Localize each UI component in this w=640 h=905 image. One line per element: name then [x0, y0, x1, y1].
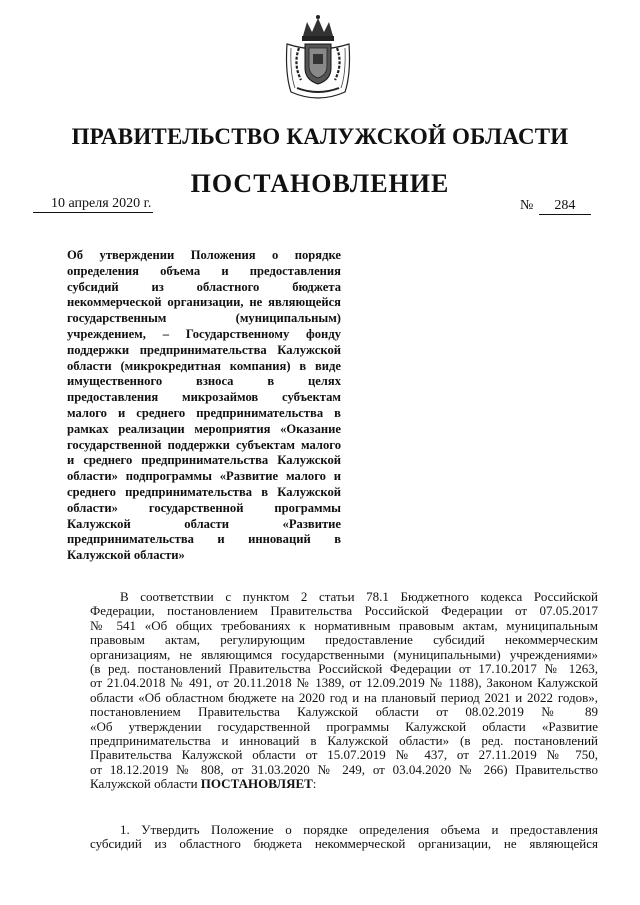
subject-line: предоставления микрозаймов субъектам: [67, 390, 341, 405]
body-line: постановлением Правительства Калужской области от 08.02.2019 № 89: [90, 704, 598, 720]
decree-keyword: ПОСТАНОВЛЯЕТ: [200, 776, 313, 792]
subject-line: предпринимательства и инноваций в: [67, 532, 341, 547]
item-line: субсидий из областного бюджета некоммерческой организации, не являющейся: [90, 836, 598, 852]
body-line-decree: [90, 777, 598, 791]
subject-line: учреждением, – Государственному фонду: [67, 326, 341, 341]
subject-line: области» государственной программы: [67, 500, 341, 515]
body-line: предпринимательства и инноваций в Калужской области» (в ред. постановлений: [90, 733, 598, 749]
item-line: 1. Утвердить Положение о порядке определения объема и предоставления: [120, 822, 598, 837]
document-subject: [67, 248, 341, 564]
subject-line: Калужской области «Развитие: [67, 516, 341, 531]
document-type-title: ПОСТАНОВЛЕНИЕ: [190, 169, 450, 198]
subject-line: определения объема и предоставления: [67, 263, 341, 278]
subject-line: и среднего предпринимательства Калужской: [67, 453, 341, 468]
body-line: Федерации, постановлением Правительства Российской Федерации от 07.05.2017: [90, 603, 598, 619]
coat-of-arms-icon: [281, 14, 355, 102]
document-date: 10 апреля 2020 г.: [33, 196, 153, 213]
subject-line: субсидий из областного бюджета: [67, 279, 341, 294]
subject-line: государственной поддержки субъектам малого: [67, 437, 341, 452]
subject-line: поддержки предпринимательства Калужской: [67, 342, 341, 357]
organization-title: ПРАВИТЕЛЬСТВО КАЛУЖСКОЙ ОБЛАСТИ: [71, 124, 569, 149]
number-value: 284: [539, 198, 591, 215]
subject-line: Об утверждении Положения о порядке: [67, 248, 341, 262]
body-line: В соответствии с пунктом 2 статьи 78.1 Бюджетного кодекса Российской: [120, 589, 598, 604]
document-number: [520, 198, 591, 215]
body-line: области «Об областном бюджете на 2020 год и на плановый период 2021 и 2022 годов»,: [90, 689, 598, 705]
preamble-paragraph: [90, 590, 598, 792]
body-line: «Об утверждении государственной программы Калужской области «Развитие: [90, 718, 598, 734]
subject-line: государственным (муниципальным): [67, 311, 341, 326]
subject-line: Калужской области»: [67, 548, 185, 563]
number-label: №: [520, 198, 534, 213]
subject-line: среднего предпринимательства в Калужской: [67, 484, 341, 499]
body-line: Правительства Калужской области от 15.07.2019 № 437, от 27.11.2019 № 750,: [90, 747, 598, 763]
body-line: № 541 «Об общих требованиях к нормативным правовым актам, муниципальным: [90, 617, 598, 633]
subject-line: малого и среднего предпринимательства в: [67, 405, 341, 420]
subject-line: области» подпрограммы «Развитие малого и: [67, 469, 341, 484]
body-last-suffix: :: [312, 776, 317, 792]
body-line: от 21.04.2018 № 491, от 20.11.2018 № 1389, от 12.09.2019 № 1188), Законом Калужской: [90, 675, 598, 691]
item-1-paragraph: [90, 823, 598, 852]
body-last-prefix: Калужской области: [90, 776, 201, 792]
subject-line: области (микрокредитная компания) в виде: [67, 358, 341, 373]
subject-line: некоммерческой организации, не являющейся: [67, 295, 341, 310]
subject-line: рамках реализации мероприятия «Оказание: [67, 421, 341, 436]
subject-line: имущественного взноса в целях: [67, 374, 341, 389]
body-line: (в ред. постановлений Правительства Российской Федерации от 17.10.2017 № 1263,: [90, 661, 598, 677]
body-line: организациям, не являющимся государственными (муниципальными) учреждениями»: [90, 646, 598, 662]
body-line: правовым актам, регулирующим предоставление субсидий некоммерческим: [90, 632, 598, 648]
body-line: от 18.12.2019 № 808, от 31.03.2020 № 249, от 03.04.2020 № 266) Правительство: [90, 761, 598, 777]
